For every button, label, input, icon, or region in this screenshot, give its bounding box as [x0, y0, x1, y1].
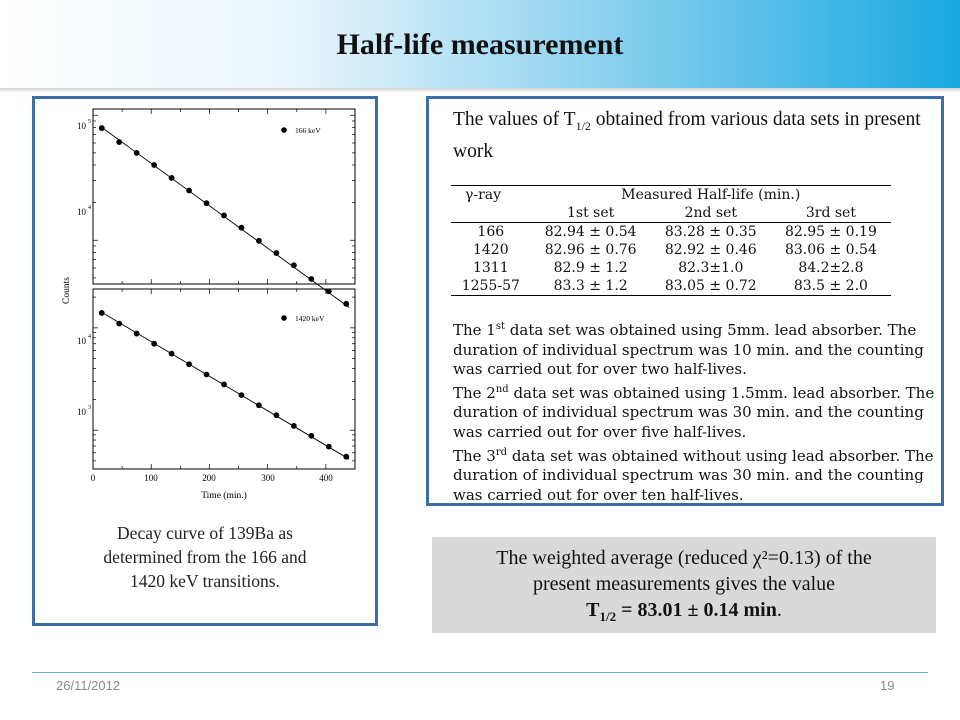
top-ytick-1e5-base: 10 [77, 121, 86, 131]
top-data-point [204, 200, 210, 206]
bottom-data-point [326, 444, 332, 450]
bottom-ytick-1e4-exp: 4 [88, 334, 91, 340]
top-data-point [239, 225, 245, 231]
bottom-legend-marker [281, 315, 287, 321]
bottom-data-point [151, 341, 157, 347]
bottom-data-point [239, 392, 245, 398]
bottom-legend-label: 1420 keV [295, 314, 325, 323]
top-legend-label: 166 keV [295, 126, 321, 135]
top-data-point [151, 162, 157, 168]
caption-line-2: determined from the 166 and [103, 547, 307, 567]
set3-value: 84.2±2.8 [798, 260, 864, 276]
decay-curve-caption [35, 521, 375, 593]
note-set-2: The 2nd data set was obtained using 1.5mm. lead absorber. The duration of individual spectrum was 30 min. and the counting was carried out for over five half-lives. [453, 383, 935, 441]
top-data-point [186, 188, 192, 194]
top-data-point [116, 139, 122, 145]
set1-value: 83.3 ± 1.2 [553, 278, 628, 294]
bottom-data-point [134, 331, 140, 337]
top-plot-frame [93, 109, 355, 284]
top-data-point [221, 213, 227, 219]
top-ytick-1e4-base: 10 [77, 207, 86, 217]
col-gamma-ray-header: γ-ray [465, 187, 502, 203]
bottom-data-point [99, 310, 105, 316]
top-ytick-1e4-exp: 4 [88, 205, 91, 211]
caption-line-1: Decay curve of 139Ba as [117, 523, 293, 543]
half-life-table-panel [426, 96, 944, 506]
xtick-400: 400 [319, 473, 333, 483]
gamma-energy: 166 [477, 224, 505, 240]
bottom-data-point [308, 433, 314, 439]
top-data-point [256, 238, 262, 244]
table-row [451, 259, 891, 277]
xtick-0: 0 [90, 473, 96, 483]
header-shadow [0, 88, 960, 93]
set1-value: 82.94 ± 0.54 [544, 224, 637, 240]
top-data-point [291, 262, 297, 268]
bottom-ytick-1e3-exp: 3 [88, 405, 91, 411]
result-line-3: $T_{1/2} = 83.01 \pm 0.14$ min. [586, 599, 782, 624]
bottom-data-point [186, 361, 192, 367]
intro-prefix: The values of T [453, 109, 576, 130]
table-row [451, 223, 891, 242]
top-data-point [274, 250, 280, 256]
slide-title: Half-life measurement [336, 28, 624, 61]
bottom-data-point [291, 423, 297, 429]
set3-value: 82.95 ± 0.19 [784, 224, 877, 240]
table-row [451, 277, 891, 296]
gamma-energy: 1420 [472, 242, 509, 258]
top-data-point [308, 276, 314, 282]
x-axis-label: Time (min.) [201, 491, 247, 501]
note-set-3: The 3rd data set was obtained without using lead absorber. The duration of individual spectrum was 30 min. and the counting was carried out for over ten half-lives. [453, 446, 934, 504]
xtick-200: 200 [202, 473, 216, 483]
table-row [451, 241, 891, 259]
set3-header: 3rd set [805, 205, 856, 221]
caption-line-3: 1420 keV transitions. [130, 571, 280, 591]
top-legend-marker [281, 127, 287, 133]
intro-suffix: obtained from various data sets in present work [453, 109, 921, 162]
table-header-row-1 [451, 186, 891, 205]
top-data-point [326, 288, 332, 294]
bottom-data-point [221, 382, 227, 388]
gamma-energy: 1311 [472, 260, 509, 276]
top-data-point [169, 175, 175, 181]
intro-subscript: 1/2 [575, 118, 591, 133]
gamma-energy: 1255-57 [461, 278, 520, 294]
table-intro-text [453, 107, 938, 165]
result-line-2: present measurements gives the value [532, 573, 836, 595]
set3-value: 83.5 ± 2.0 [793, 278, 868, 294]
data-set-notes [453, 317, 935, 505]
set1-value: 82.9 ± 1.2 [553, 260, 628, 276]
bottom-data-point [169, 351, 175, 357]
decay-curve-panel [32, 96, 378, 626]
bottom-series-group [99, 310, 349, 460]
top-series-group [99, 125, 349, 307]
half-life-table [451, 185, 891, 296]
top-data-point [99, 125, 105, 131]
footer-date: 26/11/2012 [56, 678, 121, 693]
bottom-ytick-1e3-base: 10 [77, 407, 86, 417]
t-label: T [586, 599, 600, 621]
set2-value: 83.05 ± 0.72 [664, 278, 757, 294]
bottom-data-point [116, 321, 122, 327]
page-number: 19 [880, 678, 895, 693]
measured-half-life-header: Measured Half-life (min.) [621, 187, 801, 203]
bottom-ytick-1e4-base: 10 [77, 336, 86, 346]
bottom-data-point [274, 412, 280, 418]
xtick-300: 300 [261, 473, 275, 483]
half-life-value: = 83.01 ± 0.14 min [616, 599, 777, 621]
top-data-point [134, 150, 140, 156]
top-data-point [343, 301, 349, 307]
set2-value: 82.3±1.0 [678, 260, 744, 276]
table-header-row-2 [451, 204, 891, 223]
result-line-1: The weighted average (reduced χ²=0.13) of the [496, 547, 872, 569]
top-ytick-1e5-exp: 5 [88, 119, 91, 125]
set1-header: 1st set [567, 205, 615, 221]
decay-curve-chart [35, 99, 375, 509]
bottom-data-point [256, 402, 262, 408]
set1-value: 82.96 ± 0.76 [544, 242, 637, 258]
set2-header: 2nd set [684, 205, 737, 221]
note-set-1: The 1st data set was obtained using 5mm. lead absorber. The duration of individual spectrum was 10 min. and the counting was carried out for over two half-lives. [453, 321, 924, 379]
bottom-data-point [343, 454, 349, 460]
footer-divider [32, 672, 928, 673]
set2-value: 82.92 ± 0.46 [664, 242, 757, 258]
set2-value: 83.28 ± 0.35 [664, 224, 757, 240]
set3-value: 83.06 ± 0.54 [784, 242, 877, 258]
weighted-average-box [432, 537, 936, 633]
weighted-average-text [432, 545, 936, 630]
t-subscript: 1/2 [599, 609, 617, 624]
y-axis-label: Counts [62, 277, 72, 304]
bottom-data-point [204, 372, 210, 378]
xtick-100: 100 [144, 473, 158, 483]
